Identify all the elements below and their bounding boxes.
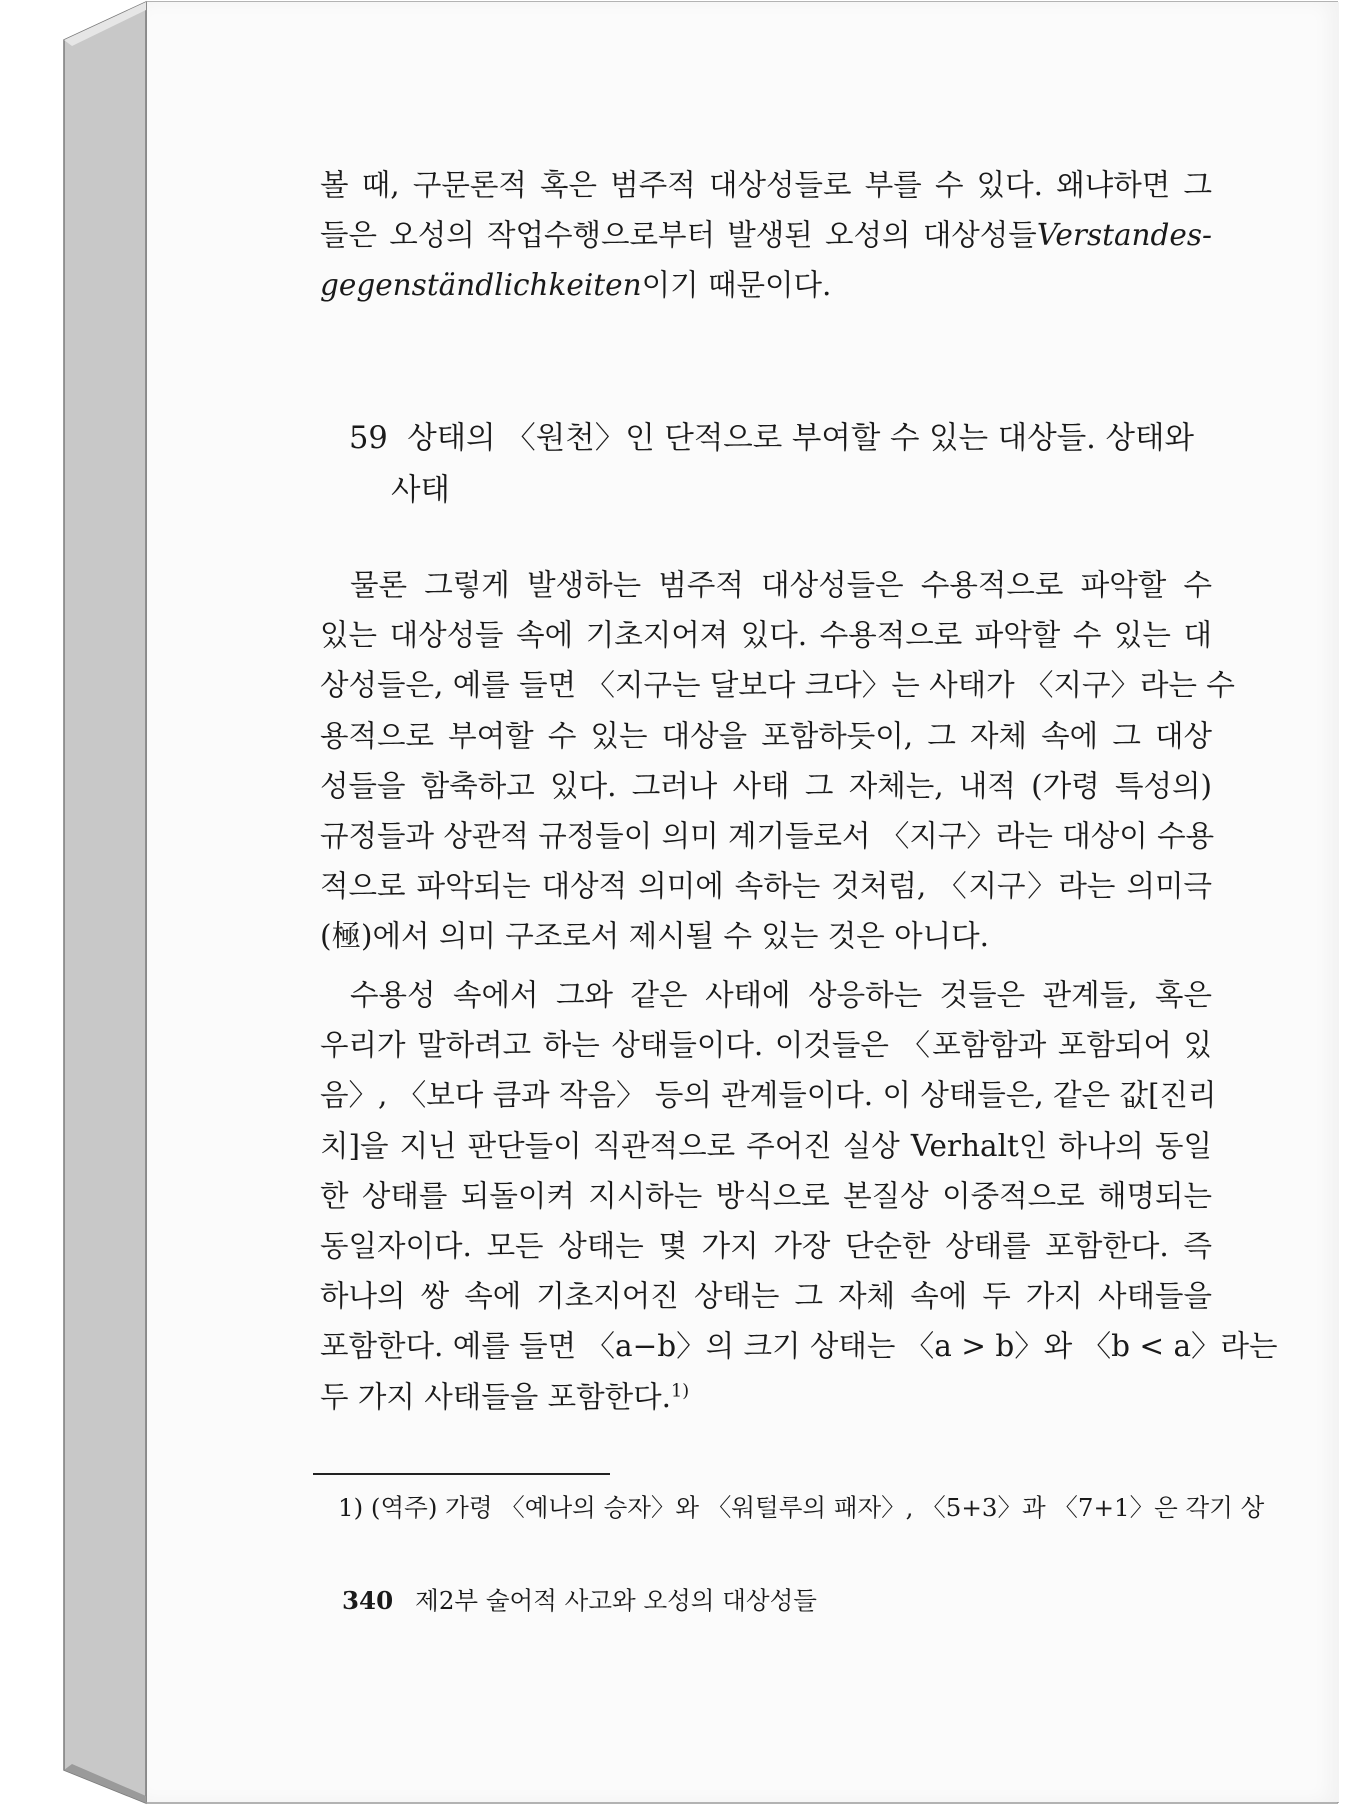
section-heading [349, 413, 1212, 517]
text-line: 물론 그렇게 발생하는 범주적 대상성들은 수용적으로 파악할 수 [350, 568, 1212, 602]
text-line: 두 가지 사태들을 포함한다.$^{1)}$ [320, 1379, 690, 1414]
paragraph-2 [320, 970, 1278, 1422]
text-line: 치]을 지닌 판단들이 직관적으로 주어진 실상 Verhalt인 하나의 동일 [320, 1128, 1212, 1163]
text-line: 동일자이다. 모든 상태는 몇 가지 가장 단순한 상태를 포함한다. 즉 [320, 1229, 1212, 1264]
text-line: 한 상태를 되돌이켜 지시하는 방식으로 본질상 이중적으로 해명되는 [320, 1178, 1212, 1213]
footnote: 1) (역주) 가령 〈예나의 승자〉와 〈워털루의 패자〉, 〈5+3〉과 〈7+1〉은 각기 상 [338, 1493, 1265, 1522]
text-line: 상성들은, 예를 들면 〈지구는 달보다 크다〉는 사태가 〈지구〉라는 수 [320, 668, 1235, 703]
page-number: 340 [342, 1586, 394, 1615]
text-line: 들은 오성의 작업수행으로부터 발생된 오성의 대상성들Verstandes- [320, 218, 1212, 253]
text-line: 하나의 쌍 속에 기초지어진 상태는 그 자체 속에 두 가지 사태들을 [320, 1279, 1212, 1314]
section-title: 상태의 〈원천〉인 단적으로 부여할 수 있는 대상들. 상태와 [407, 421, 1194, 456]
text-line: (極)에서 의미 구조로서 제시될 수 있는 것은 아니다. [320, 919, 989, 954]
text-line: 있는 대상성들 속에 기초지어져 있다. 수용적으로 파악할 수 있는 대 [320, 618, 1212, 653]
text-line: gegenständlichkeiten이기 때문이다. [320, 268, 832, 303]
text-line: 볼 때, 구문론적 혹은 범주적 대상성들로 부를 수 있다. 왜냐하면 그 [320, 168, 1212, 202]
text-line: 적으로 파악되는 대상적 의미에 속하는 것처럼, 〈지구〉라는 의미극 [320, 869, 1212, 904]
running-title: 제2부 술어적 사고와 오성의 대상성들 [415, 1586, 817, 1615]
running-footer [342, 1583, 817, 1619]
text-line: 음〉, 〈보다 큼과 작음〉 등의 관계들이다. 이 상태들은, 같은 값[진리 [320, 1078, 1217, 1113]
german-term: gegenständlichkeiten [320, 268, 642, 303]
footnote-separator [313, 1473, 610, 1475]
text-line: 포함한다. 예를 들면 〈a−b〉의 크기 상태는 〈a > b〉와 〈b < a〉라는 [320, 1329, 1278, 1364]
text-line: 수용성 속에서 그와 같은 사태에 상응하는 것들은 관계들, 혹은 [350, 978, 1212, 1012]
text-line: 성들을 함축하고 있다. 그러나 사태 그 자체는, 내적 (가령 특성의) [320, 768, 1212, 803]
footnote-marker[interactable]: 1) [670, 1381, 690, 1402]
paragraph-1 [320, 560, 1235, 962]
german-term: Verstandes- [1036, 218, 1212, 253]
text-line: 용적으로 부여할 수 있는 대상을 포함하듯이, 그 자체 속에 그 대상 [320, 718, 1212, 753]
text-line: 규정들과 상관적 규정들이 의미 계기들로서 〈지구〉라는 대상이 수용 [320, 819, 1215, 854]
text-line: 우리가 말하려고 하는 상태들이다. 이것들은 〈포함함과 포함되어 있 [320, 1028, 1212, 1063]
section-title-cont: 사태 [391, 473, 450, 508]
section-number: 59 [349, 421, 388, 456]
top-paragraph [320, 160, 1212, 311]
